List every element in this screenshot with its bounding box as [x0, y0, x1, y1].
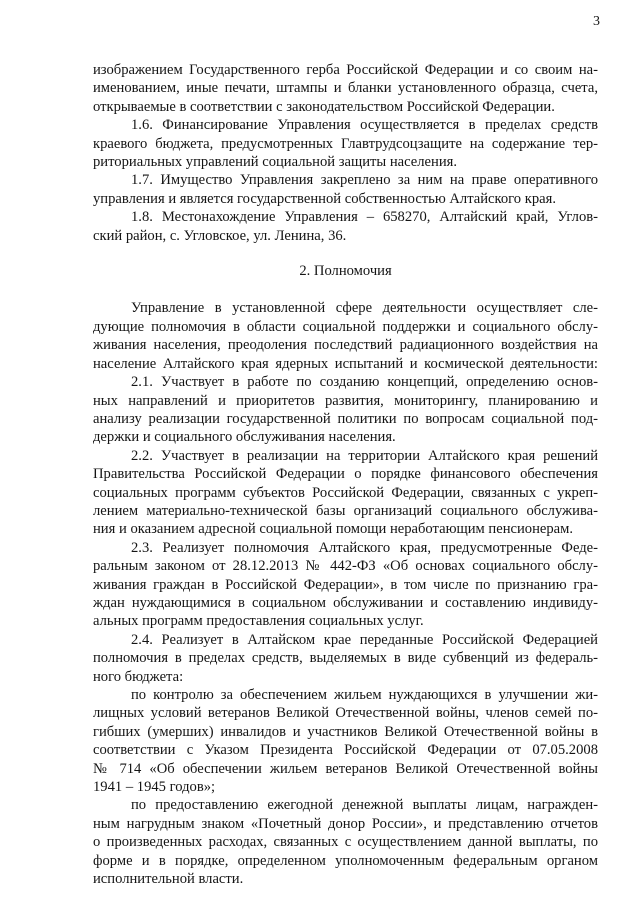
paragraph-1-7 — [93, 171, 598, 208]
text-line: живания населения, преодоления последствий радиационного воздействия на — [93, 337, 598, 354]
text-line: форме и в порядке, определенном уполномоченным федеральным органом — [93, 852, 598, 869]
text-line: дующие полномочия в области социальной поддержки и социального обслу- — [93, 318, 598, 335]
paragraph-1-8 — [93, 208, 598, 245]
text-line: краевого бюджета, предусмотренных Главтрудсоцзащите на содержание тер- — [93, 135, 598, 152]
text-line: именованием, иные печати, штампы и бланки установленного образца, счета, — [93, 80, 598, 97]
text-line: анализу реализации государственной политики по вопросам социальной под- — [93, 410, 598, 427]
text-line: о произведенных расходах, связанных с осуществлением данной выплаты, по — [93, 834, 598, 851]
paragraph-2-1 — [93, 373, 598, 447]
text-line: 2.2. Участвует в реализации на территории Алтайского края решений — [131, 447, 598, 464]
text-line: исполнительной власти. — [93, 871, 244, 888]
text-line: 1.6. Финансирование Управления осуществляется в пределах средств — [131, 117, 598, 134]
text-line: ния и оказанием адресной социальной помощи неработающим пенсионерам. — [93, 521, 574, 538]
text-line: население Алтайского края ядерных испытаний и космической деятельности: — [93, 355, 598, 372]
text-line: ным нагрудным знаком «Почетный донор России», и представлению отчетов — [93, 815, 598, 832]
text-line: ждан нуждающимися в социальном обслуживании и составлению индивиду- — [93, 594, 598, 611]
paragraph-2-2 — [93, 447, 598, 539]
text-line: открываемые в соответствии с законодательством Российской Федерации. — [93, 98, 555, 115]
text-line: полномочия в пределах средств, выделяемых в виде субвенций из федераль- — [93, 650, 598, 667]
text-line: соответствии с Указом Президента Российской Федерации от 07.05.2008 — [93, 742, 598, 759]
paragraph-1-6 — [93, 116, 598, 171]
paragraph-2-3 — [93, 539, 598, 631]
paragraph-2-4 — [93, 631, 598, 686]
page-number: 3 — [593, 14, 600, 29]
paragraph-intro — [93, 299, 598, 373]
text-line: по предоставлению ежегодной денежной выплаты лицам, награжден- — [131, 797, 598, 814]
text-line: ский район, с. Угловское, ул. Ленина, 36. — [93, 227, 347, 244]
text-line: 2.4. Реализует в Алтайском крае переданные Российской Федерацией — [131, 631, 598, 648]
paragraph-continuation — [93, 61, 598, 116]
text-line: 2.3. Реализует полномочия Алтайского края, предусмотренные Феде- — [131, 539, 598, 556]
text-line: лищных условий ветеранов Великой Отечественной войны, членов семей по- — [93, 705, 598, 722]
text-line: гибших (умерших) инвалидов и участников Великой Отечественной войны в — [93, 723, 598, 740]
text-line: ральным законом от 28.12.2013 № 442-ФЗ «Об основах социального обслу- — [93, 558, 598, 575]
text-line: ного бюджета: — [93, 668, 184, 685]
text-line: живания граждан в Российской Федерации», в том числе по признанию гра- — [93, 576, 598, 593]
text-line: держки и социального обслуживания населения. — [93, 429, 396, 446]
text-line: риториальных управлений социальной защиты населения. — [93, 154, 458, 171]
text-line: ных направлений и приоритетов развития, мониторингу, планированию и — [93, 392, 598, 409]
text-line: 1941 – 1945 годов»; — [93, 779, 216, 796]
text-line: 2.1. Участвует в работе по созданию концепций, определению основ- — [131, 374, 598, 391]
text-line: альных программ предоставления социальных услуг. — [93, 613, 424, 630]
text-line: лением материально-технической базы организаций социального обслужива- — [93, 502, 598, 519]
text-line: Правительства Российской Федерации о порядке финансового обеспечения — [93, 466, 598, 483]
document-body — [93, 61, 598, 888]
text-line: Управление в установленной сфере деятельности осуществляет сле- — [131, 300, 598, 317]
text-line: № 714 «Об обеспечении жильем ветеранов Великой Отечественной войны — [93, 760, 598, 777]
paragraph-2-4-donor — [93, 796, 598, 888]
section-heading: 2. Полномочия — [299, 263, 392, 280]
text-line: 1.7. Имущество Управления закреплено за ним на праве оперативного — [131, 172, 598, 189]
text-line: социальных программ субъектов Российской Федерации, связанных с укреп- — [93, 484, 598, 501]
text-line: изображением Государственного герба Российской Федерации и со своим на- — [93, 62, 598, 78]
text-line: управления и является государственной собственностью Алтайского края. — [93, 190, 556, 207]
text-line: по контролю за обеспечением жильем нуждающихся в улучшении жи- — [131, 687, 598, 703]
paragraph-2-4-housing — [93, 686, 598, 796]
text-line: 1.8. Местонахождение Управления – 658270, Алтайский край, Углов- — [131, 209, 598, 226]
